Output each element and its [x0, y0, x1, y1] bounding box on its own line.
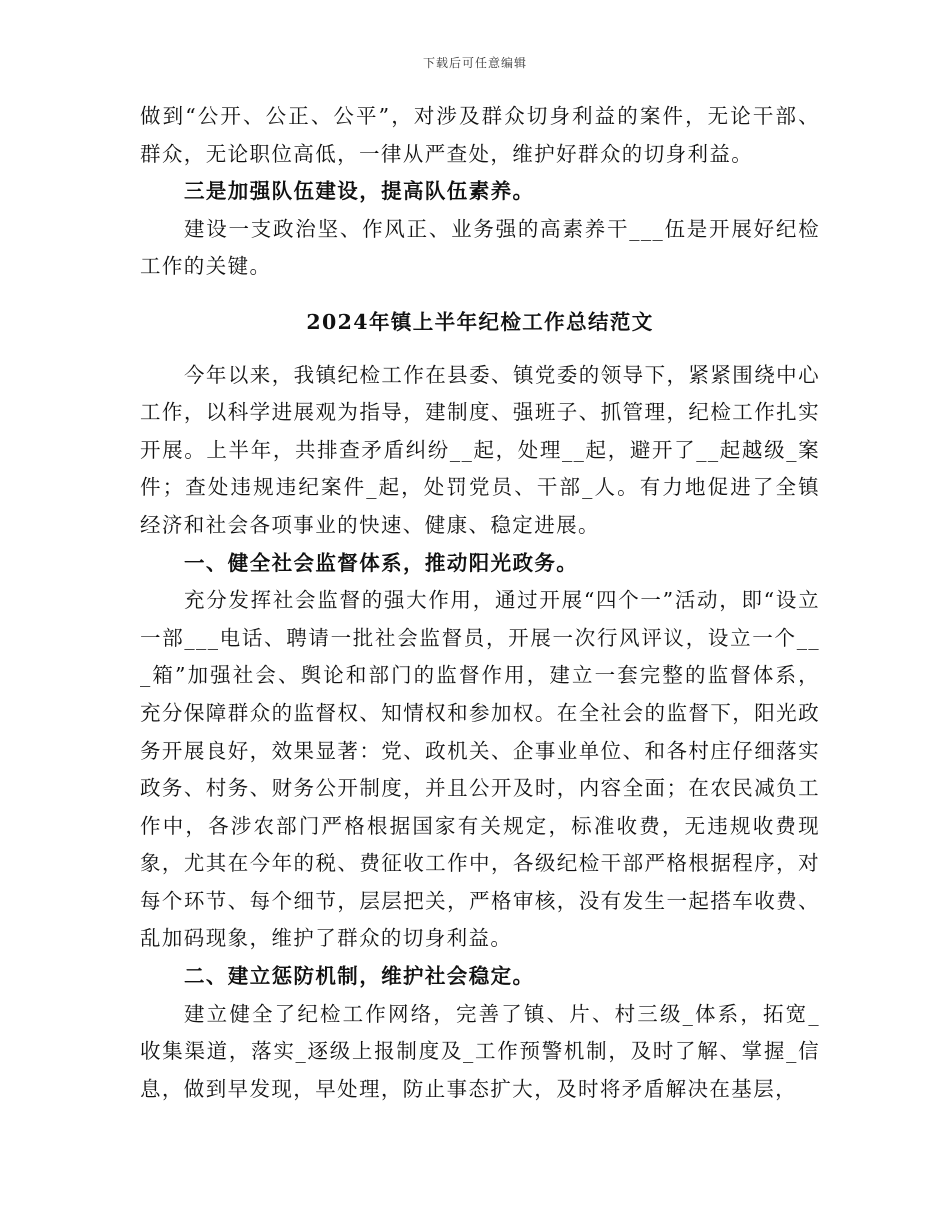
- section-heading-team-building: 三是加强队伍建设，提高队伍素养。: [184, 179, 535, 204]
- page-header-note: 下载后可任意编辑: [422, 56, 527, 70]
- section-heading-supervision: 一、健全社会监督体系，推动阳光政务。: [184, 550, 579, 575]
- paragraph-intro: 今年以来，我镇纪检工作在县委、镇党委的领导下，紧紧围绕中心工作，以科学进展观为指导，建制度、强班子、抓管理，纪检工作扎实开展。上半年，共排查矛盾纠纷__起，处理__起，避开了__起越级_案件；查处违规违纪案件_起，处罚党员、干部_人。有力地促进了全镇经济和社会各项事业的快速、健康、稳定进展。: [140, 362, 820, 537]
- paragraph-prevention: 建立健全了纪检工作网络，完善了镇、片、村三级_体系，拓宽_收集渠道，落实_逐级上报制度及_工作预警机制，及时了解、掌握_信息，做到早发现，早处理，防止事态扩大，及时将矛盾解决在基层，: [140, 1001, 820, 1101]
- document-title: 2024年镇上半年纪检工作总结范文: [306, 309, 654, 334]
- document-body: [140, 98, 820, 1108]
- section-heading-prevention: 二、建立惩防机制，维护社会稳定。: [184, 964, 535, 989]
- paragraph-continuation: 做到“公开、公正、公平”，对涉及群众切身利益的案件，无论干部、群众，无论职位高低，一律从严查处，维护好群众的切身利益。: [140, 104, 820, 166]
- paragraph-team-building: 建设一支政治坚、作风正、业务强的高素养干___伍是开展好纪检工作的关键。: [140, 216, 820, 279]
- paragraph-supervision: 充分发挥社会监督的强大作用，通过开展“四个一”活动，即“设立一部___电话、聘请一批社会监督员，开展一次行风评议，设立一个___箱”加强社会、舆论和部门的监督作用，建立一套完整的监督体系，充分保障群众的监督权、知情权和参加权。在全社会的监督下，阳光政务开展良好，效果显著：党、政机关、企事业单位、和各村庄仔细落实政务、村务、财务公开制度，并且公开及时，内容全面；在农民减负工作中，各涉农部门严格根据国家有关规定，标准收费，无违规收费现象，尤其在今年的税、费征收工作中，各级纪检干部严格根据程序，对每个环节、每个细节，层层把关，严格审核，没有发生一起搭车收费、乱加码现象，维护了群众的切身利益。: [140, 588, 820, 951]
